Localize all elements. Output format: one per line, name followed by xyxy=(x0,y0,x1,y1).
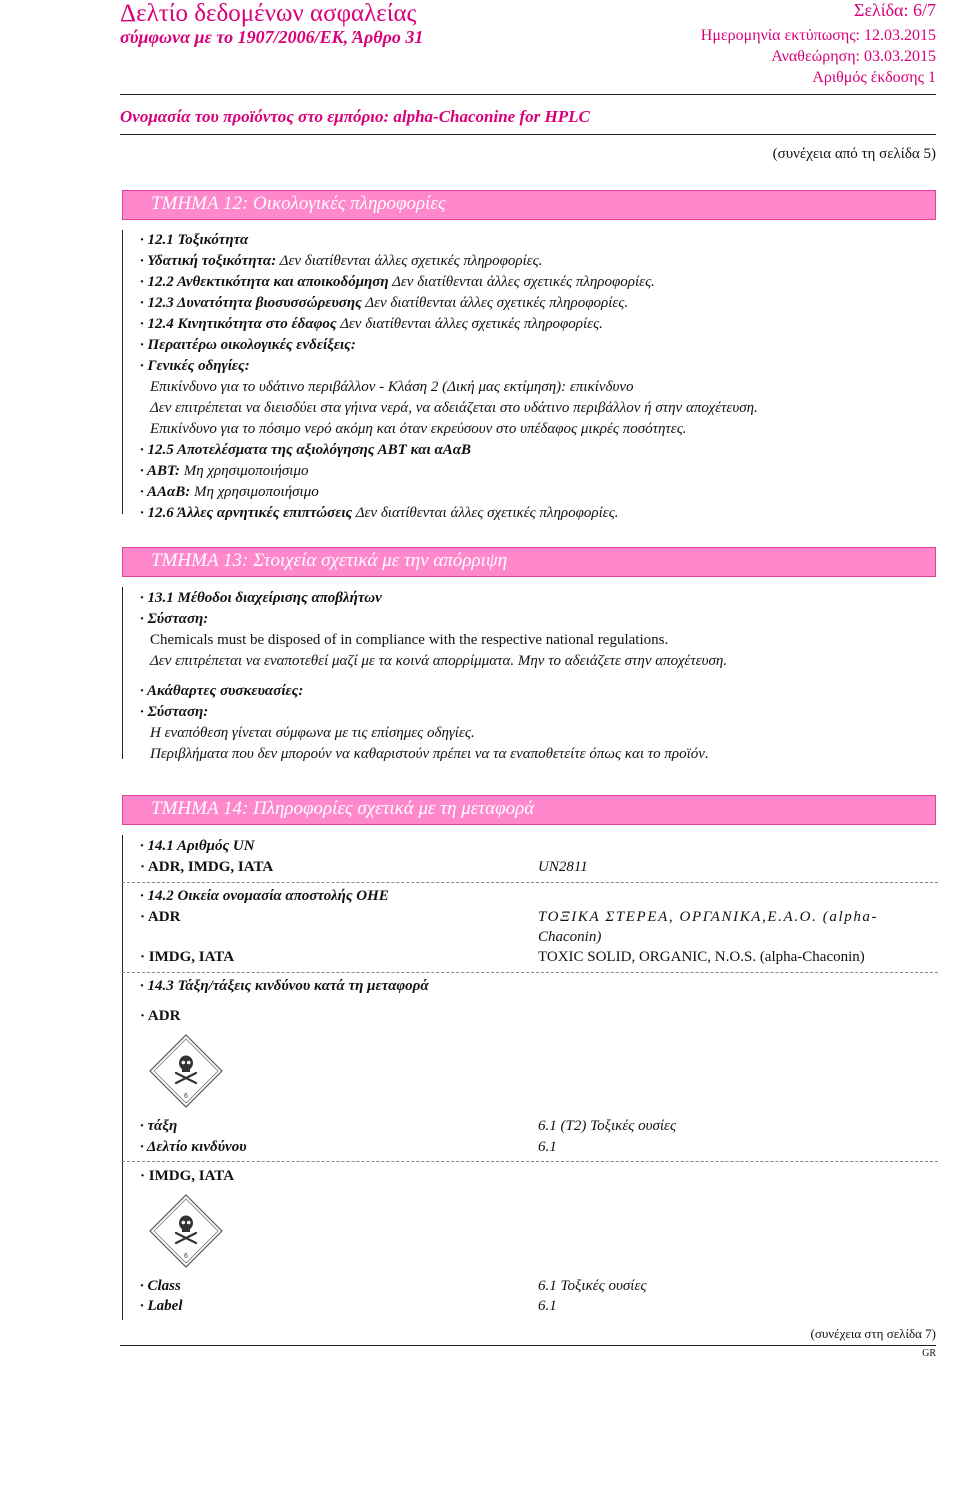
s12-note-3: Επικίνδυνο για το πόσιμο νερό ακόμη και όταν εκρεύσουν στο υπέδαφος μικρές ποσότητες. xyxy=(150,421,687,437)
s12-other-effects-row xyxy=(140,505,619,522)
s12-vpvb-value: Μη χρησιμοποιήσιμο xyxy=(190,484,319,500)
s13-packaging-heading: · Ακάθαρτες συσκευασίες: xyxy=(140,683,304,699)
s12-persistence-label: · 12.2 Ανθεκτικότητα και αποικοδόμηση xyxy=(140,274,389,290)
s14-imdg2-label: · IMDG, IATA xyxy=(140,1168,235,1184)
s14-label-label: · Label xyxy=(140,1298,183,1314)
adr-pictogram-number: 6 xyxy=(184,1093,188,1100)
s12-other-effects-label: · 12.6 Άλλες αρνητικές επιπτώσεις xyxy=(140,505,353,521)
s12-aquatic-value: Δεν διατίθενται άλλες σχετικές πληροφορίες. xyxy=(276,253,543,269)
s13-note-4: Περιβλήματα που δεν μπορούν να καθαριστούν πρέπει να τα εναποθετείτε όπως και το προϊόν. xyxy=(150,746,709,762)
section-12-leftbar xyxy=(122,230,123,514)
product-rule xyxy=(120,134,936,135)
s14-adr-label: · ADR xyxy=(140,909,181,925)
footer-rule xyxy=(120,1345,936,1346)
s13-note-2: Δεν επιτρέπεται να εναποτεθεί μαζί με τα κοινά απορρίμματα. Μην το αδειάζετε στην αποχέτευση. xyxy=(150,653,728,669)
header-rule xyxy=(120,94,936,95)
revision-date: Αναθεώρηση: 03.03.2015 xyxy=(771,48,936,65)
s12-note-2: Δεν επιτρέπεται να διεισδύει στα γήινα νερά, να αδειάζεται στο υδάτινο περιβάλλον ή στην αποχέτευση. xyxy=(150,400,758,416)
section-13-leftbar xyxy=(122,587,123,759)
product-name: Ονομασία του προϊόντος στο εμπόριο: alpha-Chaconine for HPLC xyxy=(120,107,590,126)
document-subtitle: σύμφωνα με το 1907/2006/ΕΚ, Άρθρο 31 xyxy=(120,27,424,47)
s14-deltio-label: · Δελτίο κινδύνου xyxy=(140,1139,247,1155)
skull-crossbones-diamond-icon xyxy=(148,1033,224,1109)
s12-mobility-row xyxy=(140,316,603,333)
s12-mobility-value: Δεν διατίθενται άλλες σχετικές πληροφορίες. xyxy=(336,316,603,332)
s12-persistence-value: Δεν διατίθενται άλλες σχετικές πληροφορίες. xyxy=(388,274,655,290)
skull-crossbones-diamond-icon-imdg xyxy=(148,1193,224,1269)
s14-class-value: 6.1 Τοξικές ουσίες xyxy=(538,1278,647,1294)
section-14-leftbar xyxy=(122,835,123,1320)
s12-persistence-row xyxy=(140,274,655,291)
s14-label-value: 6.1 xyxy=(538,1298,557,1314)
section-13-title: ΤΜΗΜΑ 13: Στοιχεία σχετικά με την απόρριψη xyxy=(151,550,508,571)
s14-un-label: · ADR, IMDG, IATA xyxy=(140,859,274,875)
s12-bioaccumulation-row xyxy=(140,295,628,312)
page-number: Σελίδα: 6/7 xyxy=(853,0,936,20)
s12-bioaccumulation-value: Δεν διατίθενται άλλες σχετικές πληροφορίες. xyxy=(361,295,629,311)
s12-vpvb-label: · ΑΑαΒ: xyxy=(140,484,191,500)
s14-divider-3 xyxy=(122,1161,938,1162)
s12-aquatic-label: · Υδατική τοξικότητα: xyxy=(140,253,277,269)
document-title: Δελτίο δεδομένων ασφαλείας xyxy=(120,0,417,27)
s14-name-heading: · 14.2 Οικεία ονομασία αποστολής ΟΗΕ xyxy=(140,888,389,904)
country-code: GR xyxy=(922,1348,936,1359)
s14-adr2-label: · ADR xyxy=(140,1008,181,1024)
s14-divider-1 xyxy=(122,882,938,883)
s12-pbt-label: · ΑΒΤ: xyxy=(140,463,180,479)
s12-other-effects-value: Δεν διατίθενται άλλες σχετικές πληροφορίες. xyxy=(352,505,619,521)
s14-un-value: UN2811 xyxy=(538,859,588,875)
s13-note-3: Η εναπόθεση γίνεται σύμφωνα με τις επίσημες οδηγίες. xyxy=(150,725,475,741)
continued-to: (συνέχεια στη σελίδα 7) xyxy=(810,1326,936,1341)
s14-adr-value-1: ΤΟΞΙΚΑ ΣΤΕΡΕΑ, ΟΡΓΑΝΙΚΑ,Ε.Α.Ο. (alpha- xyxy=(538,909,879,925)
s14-class-label: · Class xyxy=(140,1278,181,1294)
s12-bioaccumulation-label: · 12.3 Δυνατότητα βιοσυσσώρευσης xyxy=(140,295,362,311)
s12-mobility-label: · 12.4 Κινητικότητα στο έδαφος xyxy=(140,316,337,332)
s14-un-heading: · 14.1 Αριθμός UN xyxy=(140,838,255,854)
s14-taxi-value: 6.1 (T2) Τοξικές ουσίες xyxy=(538,1118,677,1134)
s14-imdg-label: · IMDG, IATA xyxy=(140,949,235,965)
s13-recommendation-2: · Σύσταση: xyxy=(140,704,209,720)
s14-imdg-value: TOXIC SOLID, ORGANIC, N.O.S. (alpha-Chaconin) xyxy=(538,949,865,965)
s14-class-heading: · 14.3 Τάξη/τάξεις κινδύνου κατά τη μεταφορά xyxy=(140,978,429,994)
section-12-header xyxy=(122,190,936,220)
s14-divider-2 xyxy=(122,972,938,973)
s12-pbt-heading: · 12.5 Αποτελέσματα της αξιολόγησης ΑΒΤ και αΑαΒ xyxy=(140,442,472,458)
s14-deltio-value: 6.1 xyxy=(538,1139,557,1155)
print-date: Ημερομηνία εκτύπωσης: 12.03.2015 xyxy=(700,27,936,44)
continued-from: (συνέχεια από τη σελίδα 5) xyxy=(772,146,936,162)
s13-methods-heading: · 13.1 Μέθοδοι διαχείρισης αποβλήτων xyxy=(140,590,382,606)
s12-pbt-row xyxy=(140,463,309,480)
section-14-header xyxy=(122,795,936,825)
s14-taxi-label: · τάξη xyxy=(140,1118,178,1134)
s12-pbt-value: Μη χρησιμοποιήσιμο xyxy=(180,463,309,479)
s12-aquatic-row xyxy=(140,253,543,270)
section-13-header xyxy=(122,547,936,577)
s12-general-notes: · Γενικές οδηγίες: xyxy=(140,358,250,374)
s12-toxicity: · 12.1 Τοξικότητα xyxy=(140,232,249,248)
imdg-pictogram-number: 6 xyxy=(184,1253,188,1260)
section-14-title: ΤΜΗΜΑ 14: Πληροφορίες σχετικά με τη μεταφορά xyxy=(151,798,535,819)
s12-vpvb-row xyxy=(140,484,319,501)
s14-adr-value-2: Chaconin) xyxy=(538,929,602,945)
s13-recommendation-1: · Σύσταση: xyxy=(140,611,209,627)
s12-note-1: Επικίνδυνο για το υδάτινο περιβάλλον - Κλάση 2 (Δική μας εκτίμηση): επικίνδυνο xyxy=(150,379,634,395)
s13-note-1: Chemicals must be disposed of in compliance with the respective national regulations. xyxy=(150,632,669,648)
s12-further-info: · Περαιτέρω οικολογικές ενδείξεις: xyxy=(140,337,356,353)
version-number: Αριθμός έκδοσης 1 xyxy=(812,69,936,86)
section-12-title: ΤΜΗΜΑ 12: Οικολογικές πληροφορίες xyxy=(151,193,446,214)
